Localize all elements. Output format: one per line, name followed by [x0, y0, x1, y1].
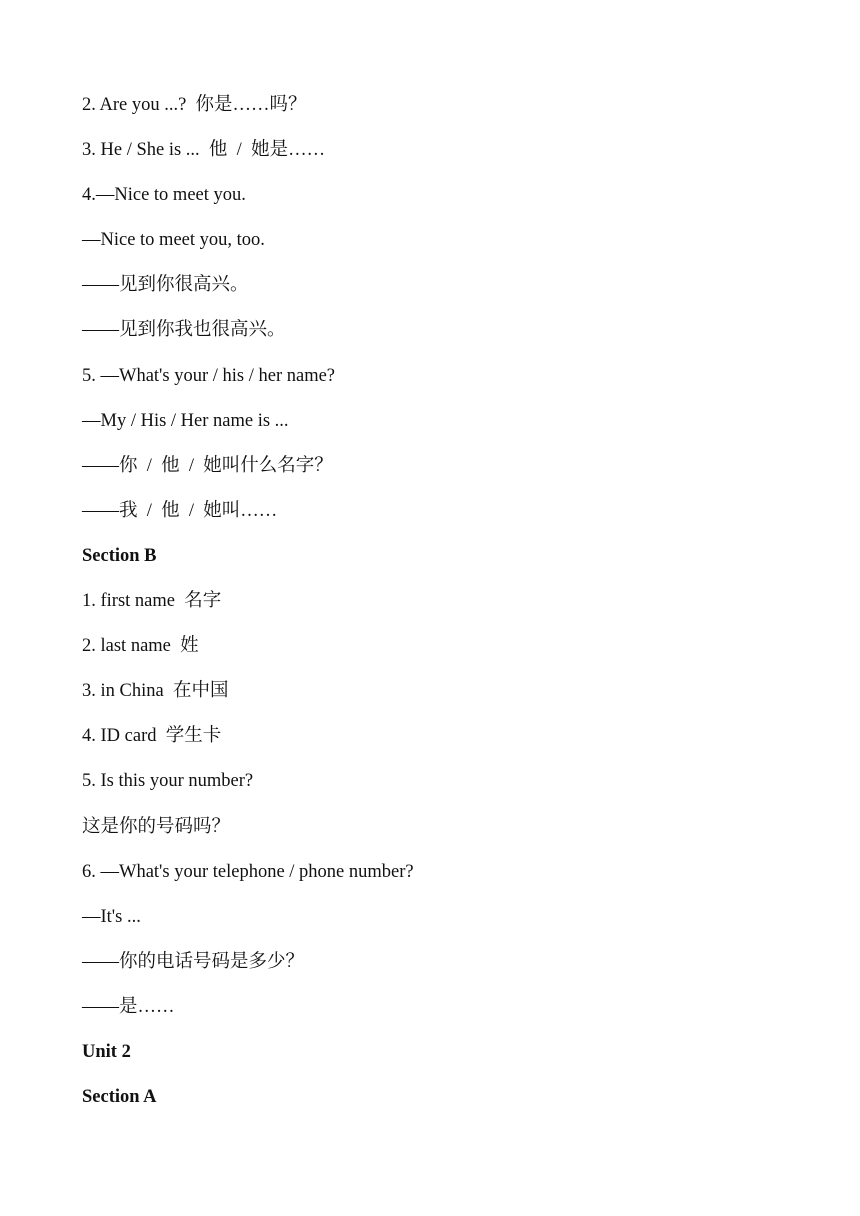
text-line-nice-to-meet-you-too: —Nice to meet you, too. — [82, 230, 265, 251]
text-line-he-she-is: 3. He / She is ... 他 / 她是…… — [82, 140, 326, 161]
text-line-nice-to-meet-you: 4.—Nice to meet you. — [82, 185, 246, 206]
section-heading-a: Section A — [82, 1087, 157, 1108]
text-line-its: —It's ... — [82, 906, 141, 927]
text-line-whats-your-name: 5. —What's your / his / her name? — [82, 365, 336, 386]
text-line-in-china: 3. in China 在中国 — [82, 681, 229, 702]
document-page — [82, 87, 782, 1124]
text-line-translation-5: 这是你的号码吗？ — [82, 816, 231, 837]
text-line-id-card: 4. ID card 学生卡 — [82, 726, 222, 747]
text-line-my-name-is: —My / His / Her name is ... — [82, 410, 289, 431]
text-line-translation-1: ——见到你很高兴。 — [82, 275, 249, 296]
text-line-translation-2: ——见到你我也很高兴。 — [82, 320, 286, 341]
text-line-translation-6: ——你的电话号码是多少？ — [82, 951, 305, 972]
text-line-translation-7: ——是…… — [82, 996, 175, 1017]
text-line-is-this-your-number: 5. Is this your number? — [82, 771, 254, 792]
section-heading-b: Section B — [82, 545, 157, 566]
text-line-last-name: 2. last name 姓 — [82, 636, 199, 657]
text-line-phone-number: 6. —What's your telephone / phone number? — [82, 861, 414, 882]
text-line-translation-4: ——我 / 他 / 她叫…… — [82, 500, 278, 521]
text-line-translation-3: ——你 / 他 / 她叫什么名字？ — [82, 455, 333, 476]
unit-heading: Unit 2 — [82, 1041, 131, 1062]
text-line-are-you: 2. Are you ...? 你是……吗？ — [82, 95, 307, 115]
text-line-first-name: 1. first name 名字 — [82, 591, 222, 612]
